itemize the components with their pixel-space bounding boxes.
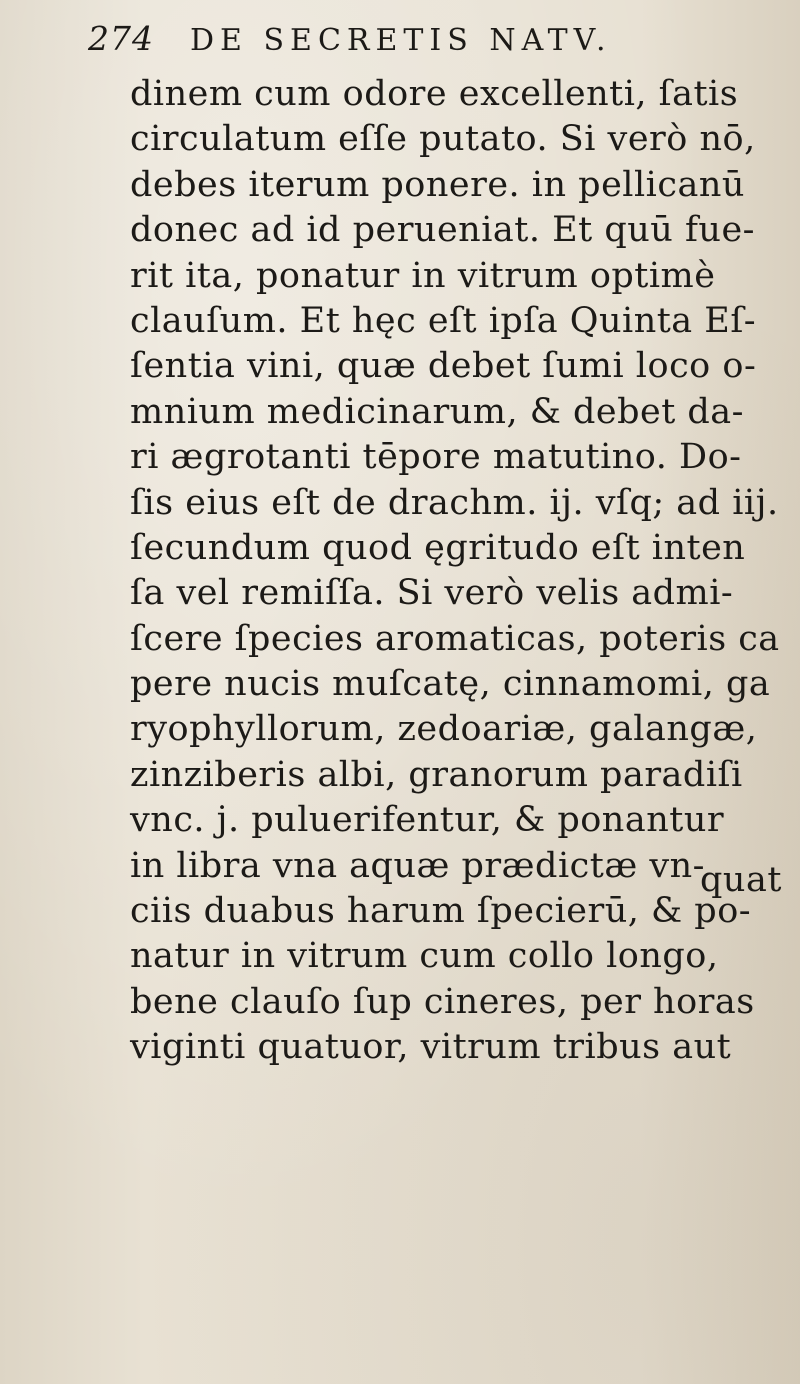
page-number: 274 [88, 19, 154, 58]
text-line: donec ad id perueniat. Et quū fue- [130, 210, 755, 251]
text-line: rit ita, ponatur in vitrum optimè [130, 255, 716, 296]
text-line: clauſum. Et hęc eſt ipſa Quinta Eſ- [130, 300, 757, 341]
text-line: in libra vna aquæ prædictæ vn- [130, 845, 705, 886]
text-line: viginti quatuor, vitrum tribus aut [130, 1027, 732, 1068]
running-head [88, 14, 612, 64]
text-line: dinem cum odore excellenti, ſatis [130, 74, 739, 114]
text-line: vnc. j. puluerifentur, & ponantur [130, 800, 725, 841]
text-line: natur in vitrum cum collo longo, [130, 936, 719, 977]
text-line: ſis eius eſt de drachm. ij. vſq; ad iij. [130, 482, 779, 523]
text-line: ciis duabus harum ſpecierū, & po- [130, 891, 752, 932]
text-line: circulatum eſſe putato. Si verò nō, [130, 119, 756, 160]
text-line: mnium medicinarum, & debet da- [130, 391, 744, 432]
text-line: bene clauſo ſup cineres, per horas [130, 981, 755, 1022]
text-line: ſa vel remiſſa. Si verò velis admi- [130, 573, 734, 614]
text-line: pere nucis muſcatę, cinnamomi, ga [130, 664, 771, 705]
catchword: quat [700, 860, 782, 900]
text-line: ſcere ſpecies aromaticas, poteris ca [130, 618, 780, 659]
body-text [130, 72, 780, 1071]
text-line: ri ægrotanti tēpore matutino. Do- [130, 437, 742, 478]
text-line: zinziberis albi, granorum paradiſi [130, 754, 743, 795]
text-line: ſentia vini, quæ debet ſumi loco o- [130, 346, 757, 387]
text-line: ryophyllorum, zedoariæ, galangæ, [130, 709, 758, 750]
text-line: ſecundum quod ęgritudo eſt inten [130, 527, 746, 568]
running-title: DE SECRETIS NATV. [190, 23, 612, 58]
text-line: debes iterum ponere. in pellicanū [130, 164, 745, 205]
